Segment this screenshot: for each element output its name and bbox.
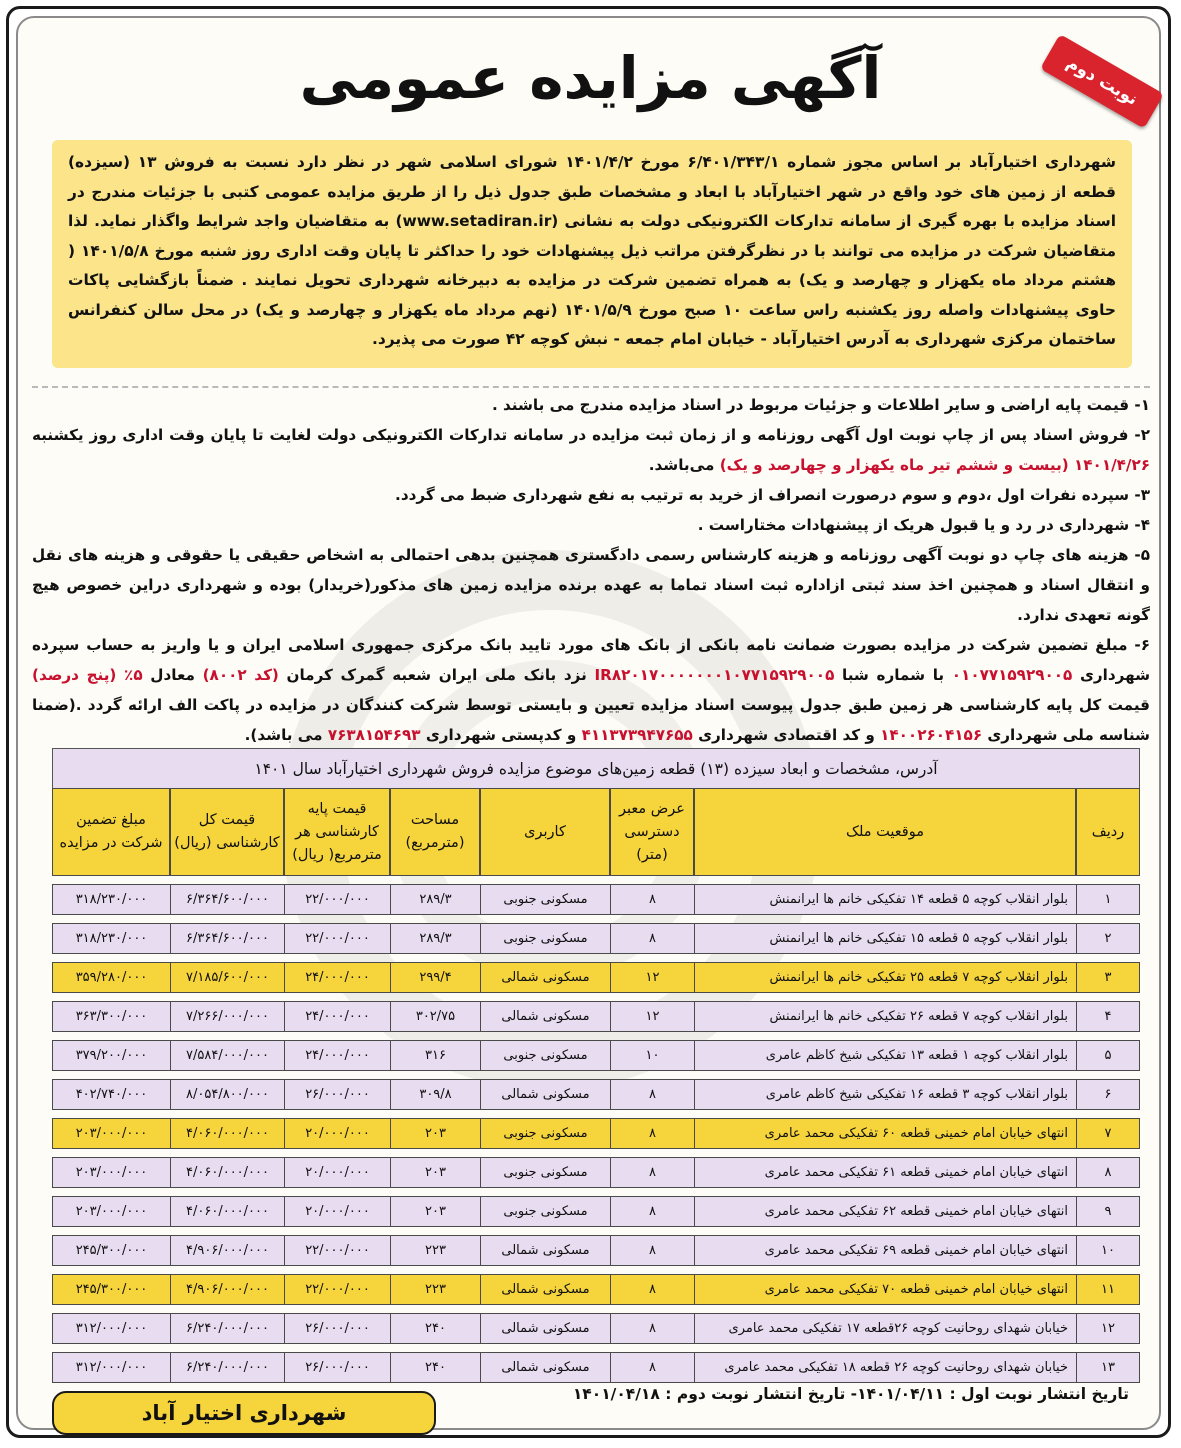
header-area: مساحت (مترمربع)	[390, 788, 480, 876]
cell-guarantee: ۲۴۵/۳۰۰/۰۰۰	[52, 1274, 170, 1305]
cell-row-number: ۸	[1076, 1157, 1140, 1188]
cell-usage: مسکونی شمالی	[480, 962, 610, 993]
table-row	[52, 1001, 1140, 1032]
condition-2	[32, 420, 1150, 480]
cell-base-price: ۲۲/۰۰۰/۰۰۰	[284, 884, 390, 915]
cell-access-width: ۸	[610, 1079, 694, 1110]
condition-6-text-f: و کد اقتصادی شهرداری	[698, 726, 875, 744]
cell-access-width: ۱۲	[610, 1001, 694, 1032]
cell-base-price: ۲۰/۰۰۰/۰۰۰	[284, 1118, 390, 1149]
cell-row-number: ۱۲	[1076, 1313, 1140, 1344]
table-header-row	[52, 788, 1140, 876]
table-row	[52, 1079, 1140, 1110]
cell-usage: مسکونی شمالی	[480, 1235, 610, 1266]
cell-base-price: ۲۰/۰۰۰/۰۰۰	[284, 1157, 390, 1188]
cell-base-price: ۲۲/۰۰۰/۰۰۰	[284, 1235, 390, 1266]
cell-access-width: ۸	[610, 884, 694, 915]
cell-location: بلوار انقلاب کوچه ۷ قطعه ۲۶ تفکیکی خانم ها ایرانمنش	[694, 1001, 1076, 1032]
cell-total-price: ۷/۲۶۶/۰۰۰/۰۰۰	[170, 1001, 284, 1032]
branch-code: (کد ۸۰۰۲)	[202, 666, 279, 684]
publication-dates: تاریخ انتشار نوبت اول : ۱۴۰۱/۰۴/۱۱- تاریخ انتشار نوبت دوم : ۱۴۰۱/۰۴/۱۸	[572, 1385, 1129, 1403]
cell-row-number: ۴	[1076, 1001, 1140, 1032]
cell-area: ۲۸۹/۳	[390, 884, 480, 915]
cell-row-number: ۱۳	[1076, 1352, 1140, 1383]
header-total-price: قیمت کل کارشناسی (ریال)	[170, 788, 284, 876]
cell-location: انتهای خیابان امام خمینی قطعه ۷۰ تفکیکی محمد عامری	[694, 1274, 1076, 1305]
cell-base-price: ۲۴/۰۰۰/۰۰۰	[284, 962, 390, 993]
cell-location: انتهای خیابان امام خمینی قطعه ۶۹ تفکیکی محمد عامری	[694, 1235, 1076, 1266]
cell-usage: مسکونی جنوبی	[480, 1157, 610, 1188]
cell-area: ۳۰۹/۸	[390, 1079, 480, 1110]
condition-3: ۳- سپرده نفرات اول ،دوم و سوم درصورت انصراف از خرید به ترتیب به نفع شهرداری ضبط می گردد.	[395, 486, 1150, 504]
cell-base-price: ۲۶/۰۰۰/۰۰۰	[284, 1313, 390, 1344]
table-row	[52, 884, 1140, 915]
cell-total-price: ۶/۳۶۴/۶۰۰/۰۰۰	[170, 884, 284, 915]
table-caption: آدرس، مشخصات و ابعاد سیزده (۱۳) قطعه زمین‌های موضوع مزایده فروش شهرداری اختیارآباد سال ۱۴۰۱	[52, 748, 1140, 788]
cell-guarantee: ۳۱۲/۰۰۰/۰۰۰	[52, 1352, 170, 1383]
condition-6-text-c: نزد بانک ملی ایران شعبه گمرک کرمان	[286, 666, 587, 684]
cell-access-width: ۸	[610, 1274, 694, 1305]
cell-usage: مسکونی شمالی	[480, 1079, 610, 1110]
table-row	[52, 1040, 1140, 1071]
cell-area: ۲۸۹/۳	[390, 923, 480, 954]
cell-access-width: ۸	[610, 1196, 694, 1227]
condition-2-deadline: ۱۴۰۱/۴/۲۶ (بیست و ششم تیر ماه یکهزار و چهارصد و یک)	[719, 456, 1150, 474]
table-row	[52, 962, 1140, 993]
condition-6-text-e: قیمت کل پایه کارشناسی هر زمین طبق جدول پیوست اسناد مزایده تعیین و بایستی توسط شرکت کنندگان در مزایده در پاکت الف ارائه گردد .(ضمنا شناسه ملی شهرداری	[32, 696, 1150, 744]
cell-location: انتهای خیابان امام خمینی قطعه ۶۱ تفکیکی محمد عامری	[694, 1157, 1076, 1188]
cell-total-price: ۶/۳۶۴/۶۰۰/۰۰۰	[170, 923, 284, 954]
cell-area: ۲۴۰	[390, 1352, 480, 1383]
header-usage: کاربری	[480, 788, 610, 876]
cell-total-price: ۷/۵۸۴/۰۰۰/۰۰۰	[170, 1040, 284, 1071]
header-row-number: ردیف	[1076, 788, 1140, 876]
guarantee-percent: ۵٪ (پنج درصد)	[32, 666, 143, 684]
cell-usage: مسکونی جنوبی	[480, 1040, 610, 1071]
postal-code: ۷۶۳۸۱۵۴۶۹۳	[327, 726, 421, 744]
cell-base-price: ۲۰/۰۰۰/۰۰۰	[284, 1196, 390, 1227]
cell-guarantee: ۲۴۵/۳۰۰/۰۰۰	[52, 1235, 170, 1266]
condition-6-text-h: می باشد).	[244, 726, 323, 744]
table-row	[52, 1274, 1140, 1305]
cell-row-number: ۱۰	[1076, 1235, 1140, 1266]
cell-access-width: ۸	[610, 1235, 694, 1266]
condition-6	[32, 630, 1150, 750]
cell-total-price: ۷/۱۸۵/۶۰۰/۰۰۰	[170, 962, 284, 993]
cell-row-number: ۲	[1076, 923, 1140, 954]
cell-base-price: ۲۲/۰۰۰/۰۰۰	[284, 923, 390, 954]
cell-usage: مسکونی جنوبی	[480, 923, 610, 954]
cell-area: ۳۰۲/۷۵	[390, 1001, 480, 1032]
cell-base-price: ۲۶/۰۰۰/۰۰۰	[284, 1352, 390, 1383]
cell-total-price: ۸/۰۵۴/۸۰۰/۰۰۰	[170, 1079, 284, 1110]
account-number: ۰۱۰۷۷۱۵۹۲۹۰۰۵	[951, 666, 1073, 684]
cell-base-price: ۲۴/۰۰۰/۰۰۰	[284, 1040, 390, 1071]
economic-code: ۴۱۱۳۷۳۹۴۷۶۵۵	[581, 726, 693, 744]
cell-location: خیابان شهدای روحانیت کوچه ۲۶ قطعه ۱۸ تفکیکی محمد عامری	[694, 1352, 1076, 1383]
cell-location: بلوار انقلاب کوچه ۷ قطعه ۲۵ تفکیکی خانم ها ایرانمنش	[694, 962, 1076, 993]
cell-usage: مسکونی شمالی	[480, 1274, 610, 1305]
table-row	[52, 1352, 1140, 1383]
cell-row-number: ۷	[1076, 1118, 1140, 1149]
cell-access-width: ۱۰	[610, 1040, 694, 1071]
cell-usage: مسکونی جنوبی	[480, 884, 610, 915]
cell-usage: مسکونی جنوبی	[480, 1196, 610, 1227]
cell-guarantee: ۲۰۳/۰۰۰/۰۰۰	[52, 1157, 170, 1188]
page-title: آگهی مزایده عمومی	[299, 44, 882, 112]
cell-row-number: ۱۱	[1076, 1274, 1140, 1305]
cell-guarantee: ۳۱۲/۰۰۰/۰۰۰	[52, 1313, 170, 1344]
cell-total-price: ۴/۹۰۶/۰۰۰/۰۰۰	[170, 1235, 284, 1266]
cell-access-width: ۸	[610, 1313, 694, 1344]
cell-area: ۲۰۳	[390, 1157, 480, 1188]
cell-total-price: ۴/۰۶۰/۰۰۰/۰۰۰	[170, 1157, 284, 1188]
cell-area: ۲۲۳	[390, 1235, 480, 1266]
table-row	[52, 923, 1140, 954]
second-round-badge: نوبت دوم	[1040, 34, 1164, 129]
cell-area: ۲۰۳	[390, 1118, 480, 1149]
cell-usage: مسکونی شمالی	[480, 1001, 610, 1032]
cell-base-price: ۲۴/۰۰۰/۰۰۰	[284, 1001, 390, 1032]
table-row	[52, 1118, 1140, 1149]
header-location: موقعیت ملک	[694, 788, 1076, 876]
cell-location: بلوار انقلاب کوچه ۳ قطعه ۱۶ تفکیکی شیخ کاظم عامری	[694, 1079, 1076, 1110]
table-row	[52, 1196, 1140, 1227]
cell-usage: مسکونی جنوبی	[480, 1118, 610, 1149]
cell-guarantee: ۳۱۸/۲۳۰/۰۰۰	[52, 923, 170, 954]
cell-area: ۲۹۹/۴	[390, 962, 480, 993]
properties-table	[52, 780, 1140, 1391]
cell-access-width: ۱۲	[610, 962, 694, 993]
national-id: ۱۴۰۰۲۶۰۴۱۵۶	[880, 726, 983, 744]
cell-location: بلوار انقلاب کوچه ۱ قطعه ۱۳ تفکیکی شیخ کاظم عامری	[694, 1040, 1076, 1071]
cell-usage: مسکونی شمالی	[480, 1313, 610, 1344]
cell-row-number: ۵	[1076, 1040, 1140, 1071]
cell-row-number: ۹	[1076, 1196, 1140, 1227]
cell-row-number: ۶	[1076, 1079, 1140, 1110]
cell-access-width: ۸	[610, 1352, 694, 1383]
cell-area: ۲۲۳	[390, 1274, 480, 1305]
table-body	[52, 884, 1140, 1383]
cell-access-width: ۸	[610, 923, 694, 954]
cell-location: بلوار انقلاب کوچه ۵ قطعه ۱۴ تفکیکی خانم ها ایرانمنش	[694, 884, 1076, 915]
cell-usage: مسکونی شمالی	[480, 1352, 610, 1383]
cell-row-number: ۳	[1076, 962, 1140, 993]
condition-6-text-g: و کدپستی شهرداری	[425, 726, 577, 744]
condition-1: ۱- قیمت پایه اراضی و سایر اطلاعات و جزئیات مربوط در اسناد مزایده مندرج می باشند .	[491, 396, 1150, 414]
table-row	[52, 1157, 1140, 1188]
cell-area: ۲۰۳	[390, 1196, 480, 1227]
cell-guarantee: ۳۵۹/۲۸۰/۰۰۰	[52, 962, 170, 993]
municipality-name: شهرداری اختیار آباد	[52, 1391, 436, 1435]
cell-area: ۳۱۶	[390, 1040, 480, 1071]
cell-total-price: ۶/۲۴۰/۰۰۰/۰۰۰	[170, 1352, 284, 1383]
cell-base-price: ۲۶/۰۰۰/۰۰۰	[284, 1079, 390, 1110]
table-row	[52, 1313, 1140, 1344]
cell-guarantee: ۲۰۳/۰۰۰/۰۰۰	[52, 1118, 170, 1149]
cell-guarantee: ۳۷۹/۲۰۰/۰۰۰	[52, 1040, 170, 1071]
condition-6-text-a: ۶- مبلغ تضمین شرکت در مزایده بصورت ضمانت نامه بانکی از بانک های مورد تایید بانک مرکزی جمهوری اسلامی ایران و یا واریز به حساب سپرده شهرداری	[32, 636, 1151, 684]
cell-guarantee: ۴۰۲/۷۴۰/۰۰۰	[52, 1079, 170, 1110]
condition-5: ۵- هزینه های چاپ دو نوبت آگهی روزنامه و هزینه کارشناس رسمی دادگستری همچنین بدهی احتمالی به اشخاص حقیقی یا حقوقی و هزینه های نقل و انتقال اسناد و همچنین اخذ سند ثبتی ازاداره ثبت اسناد تماما به عهده برنده مزایده زمین های مذکور(خریدار) بوده و شهرداری دراین خصوص هیچ گونه تعهدی ندارد.	[32, 546, 1150, 624]
condition-6-text-d: معادل	[150, 666, 195, 684]
cell-total-price: ۴/۰۶۰/۰۰۰/۰۰۰	[170, 1118, 284, 1149]
cell-area: ۲۴۰	[390, 1313, 480, 1344]
cell-guarantee: ۲۰۳/۰۰۰/۰۰۰	[52, 1196, 170, 1227]
header-guarantee: مبلغ تضمین شرکت در مزایده	[52, 788, 170, 876]
table-row	[52, 1235, 1140, 1266]
cell-row-number: ۱	[1076, 884, 1140, 915]
condition-2-end: می‌باشد.	[648, 456, 715, 474]
cell-access-width: ۸	[610, 1157, 694, 1188]
cell-location: بلوار انقلاب کوچه ۵ قطعه ۱۵ تفکیکی خانم ها ایرانمنش	[694, 923, 1076, 954]
condition-2-text: ۲- فروش اسناد پس از چاپ نوبت اول آگهی روزنامه و از زمان ثبت مزایده در سامانه تدارکات الکترونیکی دولت لغایت تا پایان وقت اداری روز یکشنبه	[32, 426, 1150, 444]
cell-location: خیابان شهدای روحانیت کوچه ۲۶قطعه ۱۷ تفکیکی محمد عامری	[694, 1313, 1076, 1344]
cell-total-price: ۶/۲۴۰/۰۰۰/۰۰۰	[170, 1313, 284, 1344]
cell-total-price: ۴/۰۶۰/۰۰۰/۰۰۰	[170, 1196, 284, 1227]
condition-6-text-b: با شماره شبا	[842, 666, 945, 684]
properties-table-wrapper	[52, 748, 1140, 1391]
conditions-list	[32, 386, 1151, 744]
iban-number: IR۸۲۰۱۷۰۰۰۰۰۰۰۱۰۷۷۱۵۹۲۹۰۰۵	[594, 666, 835, 684]
cell-location: انتهای خیابان امام خمینی قطعه ۶۲ تفکیکی محمد عامری	[694, 1196, 1076, 1227]
cell-access-width: ۸	[610, 1118, 694, 1149]
cell-total-price: ۴/۹۰۶/۰۰۰/۰۰۰	[170, 1274, 284, 1305]
cell-base-price: ۲۲/۰۰۰/۰۰۰	[284, 1274, 390, 1305]
intro-paragraph: شهرداری اختیارآباد بر اساس مجوز شماره ۶/۴۰۱/۳۴۳/۱ مورخ ۱۴۰۱/۴/۲ شورای اسلامی شهر در نظر دارد نسبت به فروش ۱۳ (سیزده) قطعه از زمین های خود واقع در شهر اختیارآباد با ابعاد و مشخصات طبق جدول ذیل را از طریق مزایده عمومی کتبی با جزئیات مندرج در اسناد مزایده با بهره گیری از سامانه تدارکات الکترونیکی دولت به نشانی (www.setadiran.ir) به متقاضیان واجد شرایط واگذار نماید. لذا متقاضیان شرکت در مزایده می توانند با در نظرگرفتن مراتب ذیل پیشنهادات خود را حداکثر تا پایان وقت اداری روز شنبه مورخ ۱۴۰۱/۵/۸ ( هشتم مرداد ماه یکهزار و چهارصد و یک) به همراه تضمین شرکت در مزایده به دبیرخانه شهرداری تحویل نمایند . ضمناً بازگشایی پاکات حاوی پیشنهادات واصله روز یکشنبه راس ساعت ۱۰ صبح مورخ ۱۴۰۱/۵/۹ (نهم مرداد ماه یکهزار و چهارصد و یک) در محل سالن کنفرانس ساختمان مرکزی شهرداری به آدرس اختیارآباد - خیابان امام جمعه - نبش کوچه ۴۲ صورت می پذیرد.	[52, 140, 1132, 368]
cell-location: انتهای خیابان امام خمینی قطعه ۶۰ تفکیکی محمد عامری	[694, 1118, 1076, 1149]
header-access-width: عرض معبر دسترسی (متر)	[610, 788, 694, 876]
cell-guarantee: ۳۶۳/۳۰۰/۰۰۰	[52, 1001, 170, 1032]
header-base-price: قیمت پایه کارشناسی هر مترمربع( ریال)	[284, 788, 390, 876]
cell-guarantee: ۳۱۸/۲۳۰/۰۰۰	[52, 884, 170, 915]
condition-4: ۴- شهرداری در رد و یا قبول هریک از پیشنهادات مختاراست .	[697, 516, 1150, 534]
